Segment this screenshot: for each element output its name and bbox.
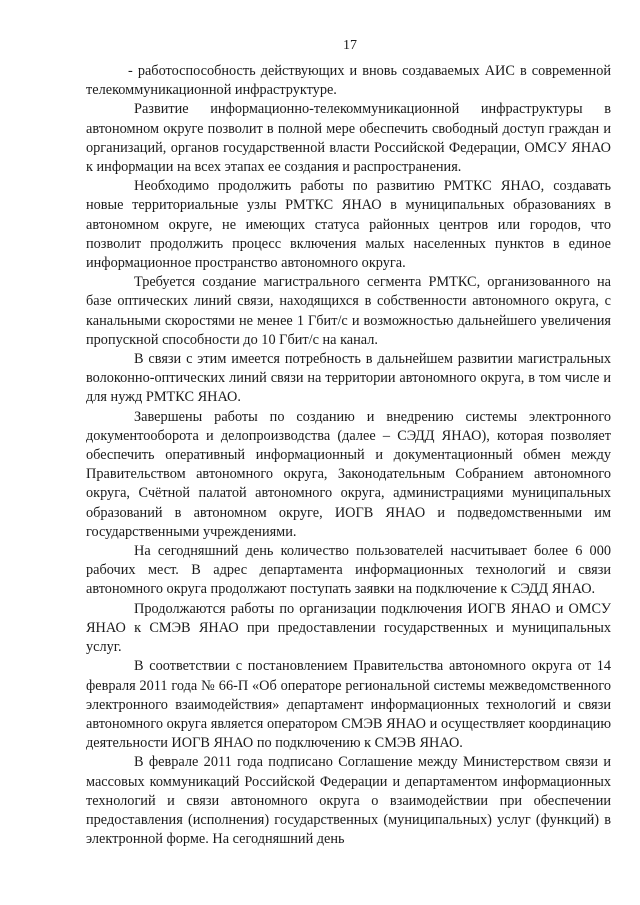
paragraph-1: - работоспособность действующих и вновь создаваемых АИС в современной телекоммуникационной инфраструктуре. — [86, 63, 611, 99]
paragraph-6: Завершены работы по созданию и внедрению системы электронного документооборота и делопроизводства (далее – СЭДД ЯНАО), которая позволяет обеспечить оперативный информационный и документационный обмен между Правительством автономного округа, Законодательным Собранием автономного округа, Счётной палатой автономного округа, администрациями муниципальных образований в автономном округе, ИОГВ ЯНАО и подведомственными им государственными учреждениями. — [86, 408, 611, 540]
paragraph-2: Развитие информационно-телекоммуникационной инфраструктуры в автономном округе позволит в полной мере обеспечить свободный доступ граждан и организаций, органов государственной власти Российской Федерации, ОМСУ ЯНАО к информации на всех этапах ее создания и распространения. — [86, 101, 611, 176]
paragraph-10: В феврале 2011 года подписано Соглашение между Министерством связи и массовых коммуникаций Российской Федерации и департаментом информационных технологий и связи автономного округа о взаимодействии при обеспечении предоставления (исполнения) государственных (муниципальных) услуг (функций) в электронной форме. На сегодняшний день — [86, 754, 611, 848]
paragraph-5: В связи с этим имеется потребность в дальнейшем развитии магистральных волоконно-оптических линий связи на территории автономного округа, в том числе и для нужд РМТКС ЯНАО. — [86, 351, 611, 406]
paragraph-7: На сегодняшний день количество пользователей насчитывает более 6 000 рабочих мест. В адрес департамента информационных технологий и связи автономного округа продолжают поступать заявки на подключение к СЭДД ЯНАО. — [86, 543, 611, 598]
paragraph-9: В соответствии с постановлением Правительства автономного округа от 14 февраля 2011 года № 66-П «Об операторе региональной системы межведомственного электронного взаимодействия» департамент информационных технологий и связи автономного округа является оператором СМЭВ ЯНАО и осуществляет координацию деятельности ИОГВ ЯНАО по подключению к СМЭВ ЯНАО. — [86, 658, 611, 752]
paragraph-4: Требуется создание магистрального сегмента РМТКС, организованного на базе оптических линий связи, находящихся в собственности автономного округа, с канальными скоростями не менее 1 Гбит/с и возможностью дальнейшего увеличения пропускной способности до 10 Гбит/с на канал. — [86, 274, 611, 348]
paragraph-8: Продолжаются работы по организации подключения ИОГВ ЯНАО и ОМСУ ЯНАО к СМЭВ ЯНАО при предоставлении государственных и муниципальных услуг. — [86, 600, 611, 656]
page-number: 17 — [343, 38, 357, 53]
body-text — [86, 62, 611, 849]
paragraph-3: Необходимо продолжить работы по развитию РМТКС ЯНАО, создавать новые территориальные узлы РМТКС ЯНАО в муниципальных образованиях в автономном округе, не имеющих статуса районных центров или городов, что позволит продолжить процесс включения малых населенных пунктов в единое информационное пространство автономного округа. — [86, 178, 611, 272]
